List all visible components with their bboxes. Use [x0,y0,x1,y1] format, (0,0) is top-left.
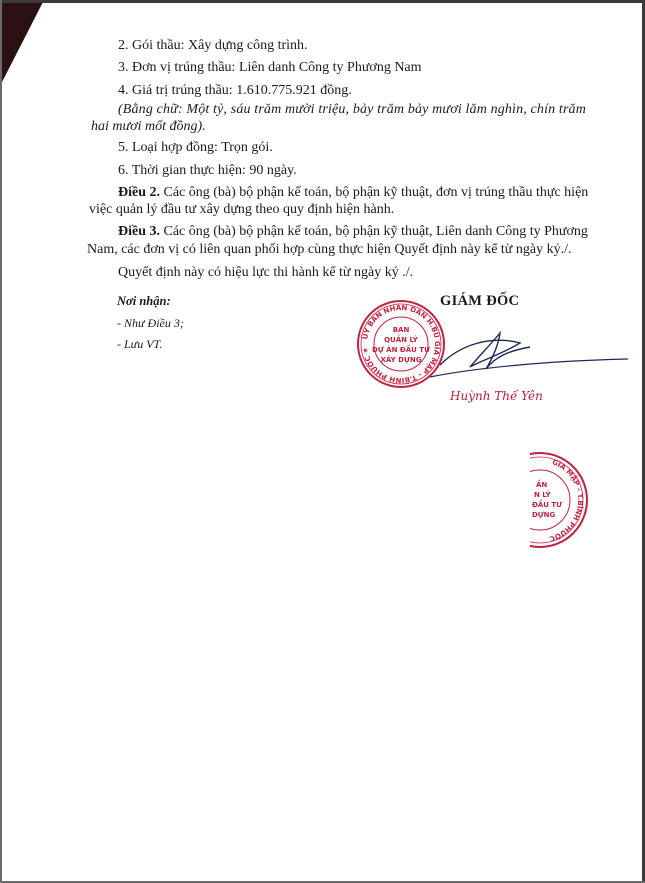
signer-role: GIÁM ĐỐC [440,293,520,309]
svg-text:ỦY BAN NHÂN DÂN H.BÙ GIA MẬP -: ỦY BAN NHÂN DÂN H.BÙ GIA MẬP - T.BÌNH PHƯỚC ★ [361,303,442,385]
signature-scribble [400,325,630,385]
page-corner-shadow [0,0,44,86]
svg-text:DỰ ÁN ĐẦU TƯ: DỰ ÁN ĐẦU TƯ [372,346,430,354]
partial-stamp [530,450,595,550]
page-border-left [0,0,2,883]
svg-text:DỰNG: DỰNG [532,511,556,519]
article-2-line1 [118,184,588,202]
svg-text:QUẢN LÝ: QUẢN LÝ [384,336,418,344]
svg-text:ẦN: ẦN [536,481,548,489]
svg-text:N LÝ: N LÝ [534,491,551,499]
svg-text:ĐẦU TƯ: ĐẦU TƯ [532,501,563,509]
article-3-line1 [118,223,588,241]
article-2-label: Điều 2. [118,185,160,200]
article-3-text1: Các ông (bà) bộ phận kế toán, bộ phận kỹ thuật, Liên danh Công ty Phương [160,224,588,239]
recipients-title: Nơi nhận: [117,294,171,308]
svg-text:GIA MẬP - T.BÌNH PHƯỚC: GIA MẬP - T.BÌNH PHƯỚC [548,458,585,543]
item-duration: 6. Thời gian thực hiện: 90 ngày. [118,163,297,178]
item-price-in-words-line1: (Bằng chữ: Một tỷ, sáu trăm mười triệu, bảy trăm bảy mươi lăm nghìn, chín trăm [118,102,586,117]
signer-name: Huỳnh Thế Yên [450,389,543,403]
svg-text:XÂY DỰNG: XÂY DỰNG [380,356,422,364]
item-winning-price: 4. Giá trị trúng thầu: 1.610.775.921 đồng. [118,83,352,98]
article-3-label: Điều 3. [118,224,160,239]
article-2-line2: việc quản lý đầu tư xây dựng theo quy định hiện hành. [89,202,395,217]
article-2-text1: Các ông (bà) bộ phận kế toán, bộ phận kỹ thuật, đơn vị trúng thầu thực hiện [160,185,589,200]
item-contract-type: 5. Loại hợp đồng: Trọn gói. [118,140,273,155]
recipient-item: - Như Điều 3; [117,316,184,330]
page-border-top [0,0,645,3]
article-3-line2: Nam, các đơn vị có liên quan phối hợp cùng thực hiện Quyết định này kể từ ngày ký./. [87,242,572,257]
svg-text:BAN: BAN [392,326,410,334]
item-winning-bidder: 3. Đơn vị trúng thầu: Liên danh Công ty Phương Nam [118,60,422,75]
item-price-in-words-line2: hai mươi mốt đồng). [91,119,206,134]
item-package: 2. Gói thầu: Xây dựng công trình. [118,38,308,53]
effective-clause: Quyết định này có hiệu lực thi hành kể từ ngày ký ./. [118,265,414,280]
recipient-item: - Lưu VT. [117,337,163,351]
